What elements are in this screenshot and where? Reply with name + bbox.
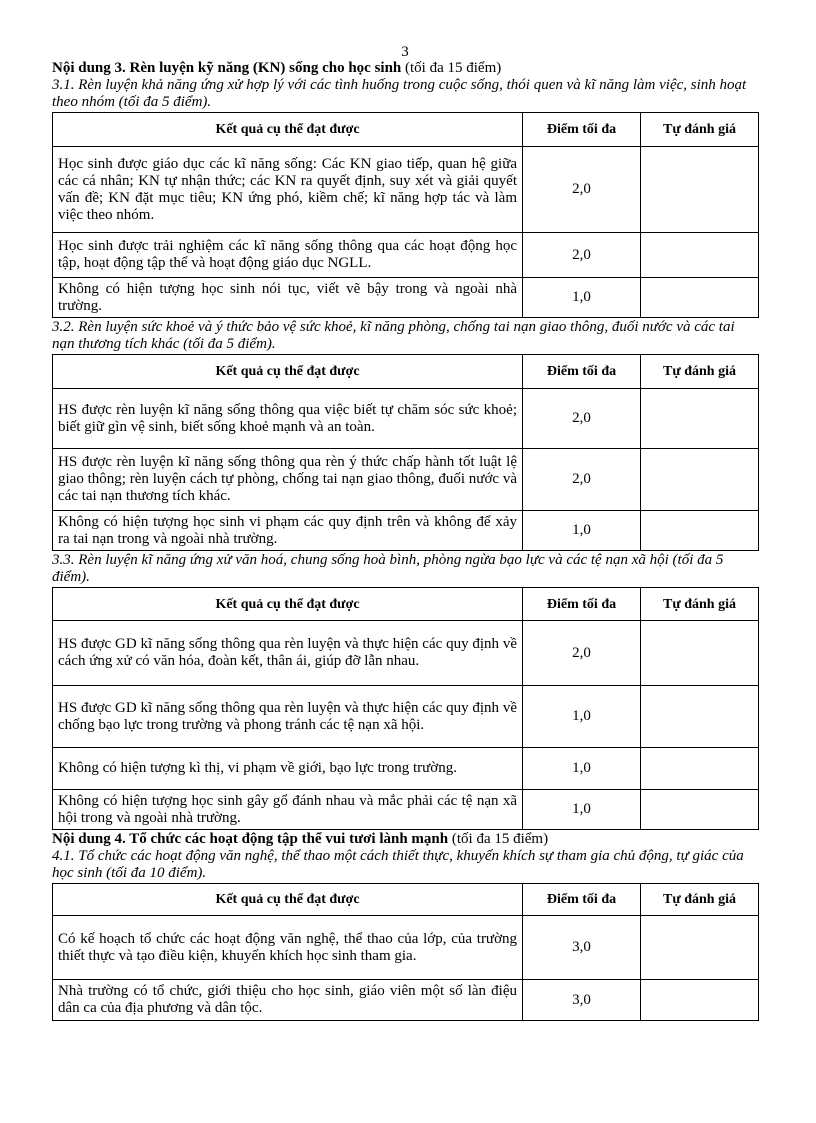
row-text: Không có hiện tượng kì thị, vi phạm về giới, bạo lực trong trường. [53,748,523,790]
row-text: HS được GD kĩ năng sống thông qua rèn luyện và thực hiện các quy định về chống bạo lực trong trường và phong tránh các tệ nạn xã hội. [53,686,523,748]
table-row [53,278,759,318]
row-score: 1,0 [523,511,641,551]
table-row [53,147,759,233]
row-self-eval[interactable] [641,147,759,233]
row-score: 1,0 [523,748,641,790]
row-text: HS được GD kĩ năng sống thông qua rèn luyện và thực hiện các quy định về cách ứng xử có văn hóa, đoàn kết, thân ái, giúp đỡ lẫn nhau. [53,621,523,686]
header-self-eval: Tự đánh giá [641,588,759,621]
header-result: Kết quả cụ thể đạt được [53,113,523,147]
row-self-eval[interactable] [641,511,759,551]
row-score: 3,0 [523,916,641,980]
row-self-eval[interactable] [641,980,759,1021]
header-self-eval: Tự đánh giá [641,113,759,147]
table-header-row [53,884,759,916]
table-row [53,449,759,511]
row-score: 1,0 [523,278,641,318]
row-text: HS được rèn luyện kĩ năng sống thông qua việc biết tự chăm sóc sức khoẻ; biết giữ gìn vệ sinh, biết sống khoẻ mạnh và an toàn. [53,389,523,449]
section-3-title-rest: (tối đa 15 điểm) [401,60,502,76]
row-text: Không có hiện tượng học sinh nói tục, viết vẽ bậy trong và ngoài nhà trường. [53,278,523,318]
section-4-title-bold: Nội dung 4. Tổ chức các hoạt động tập thể vui tươi lành mạnh [52,831,449,847]
row-self-eval[interactable] [641,748,759,790]
row-text: Có kế hoạch tổ chức các hoạt động văn nghệ, thể thao của lớp, của trường thiết thực và tạo điều kiện, khuyến khích học sinh tham gia. [53,916,523,980]
section-3-title-bold: Nội dung 3. Rèn luyện kỹ năng (KN) sống cho học sinh [52,60,402,76]
table-row [53,790,759,830]
header-self-eval: Tự đánh giá [641,355,759,389]
table-row [53,389,759,449]
row-self-eval[interactable] [641,686,759,748]
header-max-score: Điểm tối đa [523,113,641,147]
header-max-score: Điểm tối đa [523,355,641,389]
table-3-2 [52,354,759,551]
subsection-3-1-heading: 3.1. Rèn luyện khả năng ứng xử hợp lý với các tình huống trong cuộc sống, thói quen và kĩ năng làm việc, sinh hoạt theo nhóm (tối đa 5 điểm). [52,77,747,110]
row-self-eval[interactable] [641,621,759,686]
row-score: 1,0 [523,686,641,748]
table-row [53,980,759,1021]
section-4-title-rest: (tối đa 15 điểm) [448,831,549,847]
row-text: Học sinh được trải nghiệm các kĩ năng sống thông qua các hoạt động học tập, hoạt động tập thể và hoạt động giáo dục NGLL. [53,233,523,278]
header-self-eval: Tự đánh giá [641,884,759,916]
header-result: Kết quả cụ thể đạt được [53,355,523,389]
row-score: 1,0 [523,790,641,830]
table-row [53,916,759,980]
row-score: 2,0 [523,147,641,233]
table-header-row [53,355,759,389]
row-text: Học sinh được giáo dục các kĩ năng sống: Các KN giao tiếp, quan hệ giữa các cá nhân; KN tự nhận thức; các KN ra quyết định, suy xét và giải quyết vấn đề; KN đặt mục tiêu; KN ứng phó, kiềm chế; kĩ năng hợp tác và làm việc theo nhóm. [53,147,523,233]
row-text: Nhà trường có tổ chức, giới thiệu cho học sinh, giáo viên một số làn điệu dân ca của địa phương và dân tộc. [53,980,523,1021]
section-3-title [52,60,758,77]
header-result: Kết quả cụ thể đạt được [53,884,523,916]
section-4-title [52,831,758,848]
row-score: 2,0 [523,449,641,511]
table-row [53,233,759,278]
subsection-4-1-heading: 4.1. Tổ chức các hoạt động văn nghệ, thể thao một cách thiết thực, khuyến khích sự tham gia chủ động, tự giác của học sinh (tối đa 10 điểm). [52,848,744,881]
row-text: Không có hiện tượng học sinh vi phạm các quy định trên và không để xảy ra tai nạn trong và ngoài nhà trường. [53,511,523,551]
row-score: 2,0 [523,621,641,686]
table-3-3 [52,587,759,830]
row-score: 2,0 [523,389,641,449]
row-self-eval[interactable] [641,233,759,278]
row-self-eval[interactable] [641,278,759,318]
table-header-row [53,113,759,147]
table-row [53,686,759,748]
table-row [53,748,759,790]
table-row [53,621,759,686]
row-score: 3,0 [523,980,641,1021]
header-result: Kết quả cụ thể đạt được [53,588,523,621]
row-self-eval[interactable] [641,449,759,511]
header-max-score: Điểm tối đa [523,884,641,916]
document-page [52,44,758,1022]
row-self-eval[interactable] [641,790,759,830]
row-score: 2,0 [523,233,641,278]
table-3-1 [52,112,759,318]
table-4-1 [52,883,759,1021]
row-text: HS được rèn luyện kĩ năng sống thông qua rèn ý thức chấp hành tốt luật lệ giao thông; rèn luyện cách tự phòng, chống tai nạn giao thông, đuối nước và các tai nạn thương tích khác. [53,449,523,511]
table-header-row [53,588,759,621]
header-max-score: Điểm tối đa [523,588,641,621]
row-self-eval[interactable] [641,916,759,980]
row-self-eval[interactable] [641,389,759,449]
row-text: Không có hiện tượng học sinh gây gổ đánh nhau và mắc phải các tệ nạn xã hội trong và ngoài nhà trường. [53,790,523,830]
page-number: 3 [401,44,409,60]
subsection-3-3-heading: 3.3. Rèn luyện kĩ năng ứng xử văn hoá, chung sống hoà bình, phòng ngừa bạo lực và các tệ nạn xã hội (tối đa 5 điểm). [52,552,724,585]
subsection-3-2-heading: 3.2. Rèn luyện sức khoẻ và ý thức bảo vệ sức khoẻ, kĩ năng phòng, chống tai nạn giao thông, đuối nước và các tai nạn thương tích khác (tối đa 5 điểm). [52,319,735,352]
table-row [53,511,759,551]
